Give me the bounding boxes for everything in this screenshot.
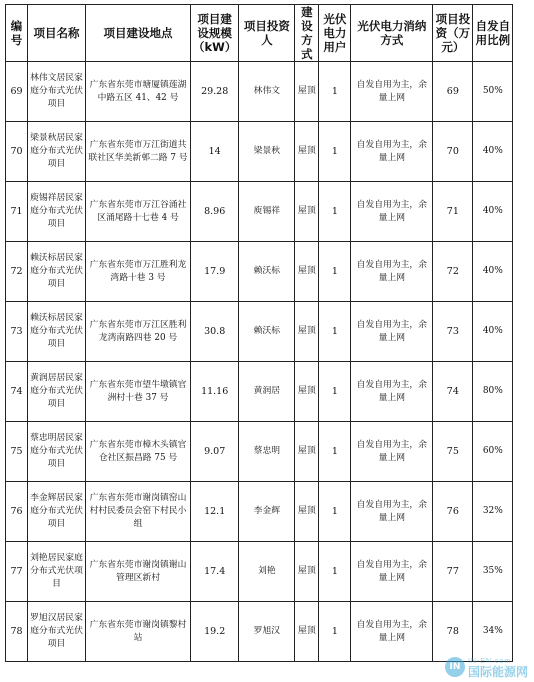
cell-consumption: 自发自用为主，余量上网	[351, 242, 433, 302]
table-row	[6, 422, 513, 482]
cell-mode: 屋顶	[295, 362, 319, 422]
cell-mode: 屋顶	[295, 182, 319, 242]
header-investment: 项目投资（万元）	[433, 5, 473, 62]
cell-investment: 69	[433, 62, 473, 122]
cell-ratio: 40%	[473, 122, 513, 182]
table-row	[6, 182, 513, 242]
cell-name: 梁景秋居民家庭分布式光伏项目	[28, 122, 86, 182]
cell-users: 1	[319, 482, 351, 542]
cell-location: 广东省东莞市万江谷涌社区涌尾路十七巷 4 号	[86, 182, 191, 242]
header-mode: 建设方式	[295, 5, 319, 62]
watermark-en: IN-EN.com	[467, 658, 512, 665]
cell-name: 刘艳居民家庭分布式光伏项目	[28, 542, 86, 602]
cell-name: 罗旭汉居民家庭分布式光伏项目	[28, 602, 86, 662]
cell-investment: 75	[433, 422, 473, 482]
cell-users: 1	[319, 542, 351, 602]
cell-investor: 蔡忠明	[239, 422, 295, 482]
cell-users: 1	[319, 302, 351, 362]
table-row	[6, 122, 513, 182]
cell-consumption: 自发自用为主，余量上网	[351, 362, 433, 422]
cell-scale: 14	[191, 122, 239, 182]
cell-id: 74	[6, 362, 28, 422]
cell-scale: 9.07	[191, 422, 239, 482]
cell-id: 78	[6, 602, 28, 662]
cell-consumption: 自发自用为主，余量上网	[351, 182, 433, 242]
cell-users: 1	[319, 122, 351, 182]
cell-ratio: 34%	[473, 602, 513, 662]
cell-investor: 刘艳	[239, 542, 295, 602]
cell-ratio: 40%	[473, 302, 513, 362]
table-body	[6, 62, 513, 662]
cell-users: 1	[319, 602, 351, 662]
cell-investor: 黄润居	[239, 362, 295, 422]
cell-investor: 李金辉	[239, 482, 295, 542]
cell-investor: 庾锡祥	[239, 182, 295, 242]
watermark-text	[468, 656, 528, 678]
cell-consumption: 自发自用为主，余量上网	[351, 62, 433, 122]
cell-name: 林伟文居民家庭分布式光伏项目	[28, 62, 86, 122]
cell-investor: 罗旭汉	[239, 602, 295, 662]
cell-consumption: 自发自用为主，余量上网	[351, 602, 433, 662]
header-users: 光伏电力用户	[319, 5, 351, 62]
cell-scale: 30.8	[191, 302, 239, 362]
cell-name: 赖沃标居民家庭分布式光伏项目	[28, 242, 86, 302]
cell-investment: 72	[433, 242, 473, 302]
table-row	[6, 62, 513, 122]
header-location: 项目建设地点	[86, 5, 191, 62]
project-table	[5, 4, 513, 662]
cell-location: 广东省东莞市樟木头镇官仓社区振昌路 75 号	[86, 422, 191, 482]
cell-location: 广东省东莞市谢岗镇黎村站	[86, 602, 191, 662]
table-row	[6, 602, 513, 662]
cell-id: 71	[6, 182, 28, 242]
cell-investor: 林伟文	[239, 62, 295, 122]
table-row	[6, 482, 513, 542]
cell-mode: 屋顶	[295, 542, 319, 602]
cell-consumption: 自发自用为主，余量上网	[351, 122, 433, 182]
cell-mode: 屋顶	[295, 242, 319, 302]
cell-ratio: 40%	[473, 242, 513, 302]
cell-id: 75	[6, 422, 28, 482]
cell-investor: 梁景秋	[239, 122, 295, 182]
cell-location: 广东省东莞市望牛墩镇官洲村十巷 37 号	[86, 362, 191, 422]
cell-location: 广东省东莞市万江街道共联社区华美新邨二路 7 号	[86, 122, 191, 182]
cell-investment: 70	[433, 122, 473, 182]
table-header-row	[6, 5, 513, 62]
cell-location: 广东省东莞市万江区胜利龙湾南路四巷 20 号	[86, 302, 191, 362]
cell-ratio: 40%	[473, 182, 513, 242]
cell-investment: 78	[433, 602, 473, 662]
cell-ratio: 50%	[473, 62, 513, 122]
watermark-logo-icon: IN	[445, 657, 465, 677]
cell-location: 广东省东莞市谢岗镇窑山村村民委员会窑下村民小组	[86, 482, 191, 542]
table-row	[6, 302, 513, 362]
cell-investment: 76	[433, 482, 473, 542]
table-row	[6, 242, 513, 302]
watermark-cn: 国际能源网	[467, 665, 528, 679]
cell-consumption: 自发自用为主，余量上网	[351, 422, 433, 482]
header-investor: 项目投资人	[239, 5, 295, 62]
cell-consumption: 自发自用为主，余量上网	[351, 482, 433, 542]
cell-consumption: 自发自用为主，余量上网	[351, 542, 433, 602]
cell-location: 广东省东莞市谢岗镇谢山管理区新村	[86, 542, 191, 602]
cell-ratio: 35%	[473, 542, 513, 602]
table-row	[6, 362, 513, 422]
cell-id: 76	[6, 482, 28, 542]
watermark	[445, 656, 528, 678]
project-table-container	[5, 4, 513, 662]
cell-id: 73	[6, 302, 28, 362]
cell-name: 李金辉居民家庭分布式光伏项目	[28, 482, 86, 542]
cell-id: 77	[6, 542, 28, 602]
cell-scale: 11.16	[191, 362, 239, 422]
cell-investment: 74	[433, 362, 473, 422]
cell-scale: 17.4	[191, 542, 239, 602]
header-name: 项目名称	[28, 5, 86, 62]
header-consumption: 光伏电力消纳方式	[351, 5, 433, 62]
header-ratio: 自发自用比例	[473, 5, 513, 62]
cell-investor: 赖沃标	[239, 302, 295, 362]
header-id: 编号	[6, 5, 28, 62]
cell-investment: 73	[433, 302, 473, 362]
cell-name: 蔡忠明居民家庭分布式光伏项目	[28, 422, 86, 482]
cell-scale: 8.96	[191, 182, 239, 242]
cell-ratio: 60%	[473, 422, 513, 482]
cell-mode: 屋顶	[295, 602, 319, 662]
cell-mode: 屋顶	[295, 302, 319, 362]
cell-scale: 19.2	[191, 602, 239, 662]
cell-investment: 77	[433, 542, 473, 602]
cell-mode: 屋顶	[295, 122, 319, 182]
cell-location: 广东省东莞市塘厦镇莲湖中路五区 41、42 号	[86, 62, 191, 122]
cell-users: 1	[319, 362, 351, 422]
cell-name: 庾锡祥居民家庭分布式光伏项目	[28, 182, 86, 242]
cell-investment: 71	[433, 182, 473, 242]
cell-scale: 12.1	[191, 482, 239, 542]
cell-ratio: 80%	[473, 362, 513, 422]
cell-users: 1	[319, 182, 351, 242]
cell-scale: 17.9	[191, 242, 239, 302]
header-scale: 项目建设规模（kW）	[191, 5, 239, 62]
cell-users: 1	[319, 62, 351, 122]
cell-mode: 屋顶	[295, 62, 319, 122]
cell-id: 72	[6, 242, 28, 302]
cell-name: 黄润居居民家庭分布式光伏项目	[28, 362, 86, 422]
cell-users: 1	[319, 422, 351, 482]
cell-id: 70	[6, 122, 28, 182]
cell-name: 赖沃标居民家庭分布式光伏项目	[28, 302, 86, 362]
cell-scale: 29.28	[191, 62, 239, 122]
cell-ratio: 32%	[473, 482, 513, 542]
cell-investor: 赖沃标	[239, 242, 295, 302]
cell-location: 广东省东莞市万江胜利龙湾路十巷 3 号	[86, 242, 191, 302]
cell-users: 1	[319, 242, 351, 302]
cell-id: 69	[6, 62, 28, 122]
cell-mode: 屋顶	[295, 482, 319, 542]
cell-mode: 屋顶	[295, 422, 319, 482]
cell-consumption: 自发自用为主，余量上网	[351, 302, 433, 362]
table-row	[6, 542, 513, 602]
